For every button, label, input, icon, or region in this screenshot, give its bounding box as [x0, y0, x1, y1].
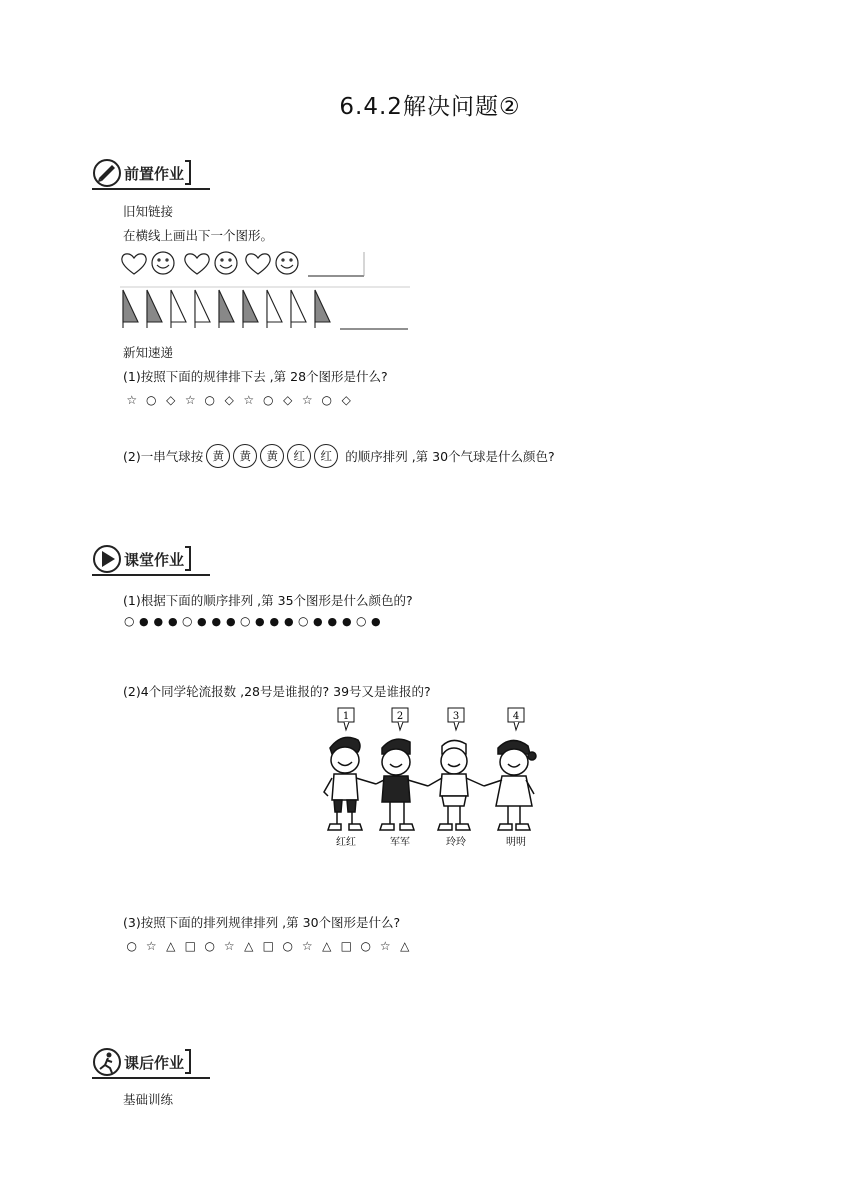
q2-suffix: 的顺序排列 ,第 30个气球是什么颜色? — [345, 449, 555, 464]
sequence-dot: ● — [138, 615, 149, 628]
sequence-shape: ○ — [204, 393, 215, 407]
balloon: 红 — [287, 444, 311, 468]
pre-question-1: (1)按照下面的规律排下去 ,第 28个图形是什么? — [123, 369, 388, 384]
review-heading: 旧知链接 — [123, 204, 174, 219]
section-underline — [92, 1077, 210, 1079]
sequence-shape: △ — [322, 939, 332, 953]
sequence-dot: ● — [269, 615, 280, 628]
section-header-class — [92, 544, 192, 574]
sequence-shape: ◇ — [166, 393, 176, 407]
sequence-shape: ☆ — [223, 939, 235, 953]
sequence-shape: ☆ — [301, 939, 313, 953]
class-question-1: (1)根据下面的顺序排列 ,第 35个图形是什么颜色的? — [123, 593, 413, 608]
sequence-dot: ● — [327, 615, 338, 628]
pre-question-2 — [123, 444, 555, 468]
sequence-dot: ● — [153, 615, 164, 628]
balloon: 黄 — [233, 444, 257, 468]
flag-empty-icon — [291, 290, 306, 328]
sequence-shape: ☆ — [379, 939, 391, 953]
sequence-shape: ☆ — [184, 393, 196, 407]
sequence-shape: △ — [400, 939, 410, 953]
sequence-shape: ○ — [204, 939, 215, 953]
flag-filled-icon — [315, 290, 330, 328]
sequence-dot: ○ — [298, 614, 309, 628]
review-instruction: 在横线上画出下一个图形。 — [123, 228, 274, 243]
sequence-dot: ● — [283, 615, 294, 628]
flag-empty-icon — [267, 290, 282, 328]
new-heading: 新知速递 — [123, 345, 174, 360]
sequence-shape: ○ — [146, 393, 157, 407]
sequence-dot: ● — [225, 615, 236, 628]
section-underline — [92, 188, 210, 190]
sequence-shape: ☆ — [145, 939, 157, 953]
flag-empty-icon — [195, 290, 210, 328]
sequence-dot: ● — [312, 615, 323, 628]
sequence-shape: ☆ — [126, 393, 138, 407]
sequence-shape: □ — [340, 939, 352, 953]
sequence-dot: ● — [211, 615, 222, 628]
sequence-shape: ○ — [360, 939, 371, 953]
section-label: 课堂作业 — [124, 550, 185, 569]
child-name: 玲玲 — [446, 837, 466, 848]
sequence-shape: ◇ — [341, 393, 351, 407]
flag-filled-icon — [243, 290, 258, 328]
flag-filled-icon — [219, 290, 234, 328]
heart-icon — [122, 254, 146, 274]
dot-sequence — [122, 614, 383, 628]
smiley-icon — [276, 252, 298, 274]
section-label: 前置作业 — [124, 164, 185, 183]
sequence-dot: ○ — [124, 614, 135, 628]
balloon: 红 — [314, 444, 338, 468]
sequence-shape: ☆ — [301, 393, 313, 407]
sequence-dot: ○ — [356, 614, 367, 628]
section-header-pre — [92, 158, 192, 188]
class-question-2: (2)4个同学轮流报数 ,28号是谁报的? 39号又是谁报的? — [123, 684, 431, 699]
sequence-shape: ○ — [263, 393, 274, 407]
sequence-shape: □ — [262, 939, 274, 953]
sequence-dot: ● — [167, 615, 178, 628]
child-name: 军军 — [390, 837, 410, 848]
bubble-number: 2 — [396, 711, 404, 722]
flag-empty-icon — [171, 290, 186, 328]
flag-sequence — [120, 286, 412, 332]
class-question-3: (3)按照下面的排列规律排列 ,第 30个图形是什么? — [123, 915, 401, 930]
sequence-shape: ○ — [321, 393, 332, 407]
pre-shape-sequence — [122, 393, 356, 407]
balloon: 黄 — [260, 444, 284, 468]
sequence-shape: ◇ — [224, 393, 234, 407]
four-children-illustration — [318, 706, 540, 850]
balloon-sequence — [206, 444, 341, 468]
section-underline — [92, 574, 210, 576]
play-badge-icon — [92, 544, 122, 574]
sequence-shape: ○ — [282, 939, 293, 953]
runner-badge-icon — [92, 1047, 122, 1077]
flag-filled-icon — [147, 290, 162, 328]
sequence-shape: △ — [166, 939, 176, 953]
pencil-badge-icon — [92, 158, 122, 188]
balloon: 黄 — [206, 444, 230, 468]
sequence-dot: ● — [370, 615, 381, 628]
sequence-dot: ● — [196, 615, 207, 628]
sequence-dot: ○ — [182, 614, 193, 628]
child-name: 红红 — [336, 837, 356, 848]
heart-smiley-sequence — [120, 250, 370, 278]
badge-tail-icon — [184, 1049, 192, 1075]
sequence-shape: ◇ — [283, 393, 293, 407]
section-header-after — [92, 1047, 192, 1077]
badge-tail-icon — [184, 546, 192, 572]
bubble-number: 4 — [512, 711, 520, 722]
smiley-icon — [215, 252, 237, 274]
child-name: 明明 — [506, 837, 526, 848]
sequence-dot: ● — [341, 615, 352, 628]
sequence-shape: △ — [244, 939, 254, 953]
shape-sequence — [122, 939, 415, 953]
smiley-icon — [152, 252, 174, 274]
q2-prefix: (2)一串气球按 — [123, 449, 204, 464]
page-title: 6.4.2解决问题② — [339, 94, 521, 120]
flag-filled-icon — [123, 290, 138, 328]
bubble-number: 3 — [452, 711, 460, 722]
section-label: 课后作业 — [124, 1053, 185, 1072]
heart-icon — [185, 254, 209, 274]
sequence-shape: ○ — [126, 939, 137, 953]
badge-tail-icon — [184, 160, 192, 186]
heart-icon — [246, 254, 270, 274]
sequence-dot: ● — [254, 615, 265, 628]
sequence-dot: ○ — [240, 614, 251, 628]
bubble-number: 1 — [342, 711, 350, 722]
sequence-shape: ☆ — [243, 393, 255, 407]
sequence-shape: □ — [184, 939, 196, 953]
basic-heading: 基础训练 — [123, 1092, 174, 1107]
